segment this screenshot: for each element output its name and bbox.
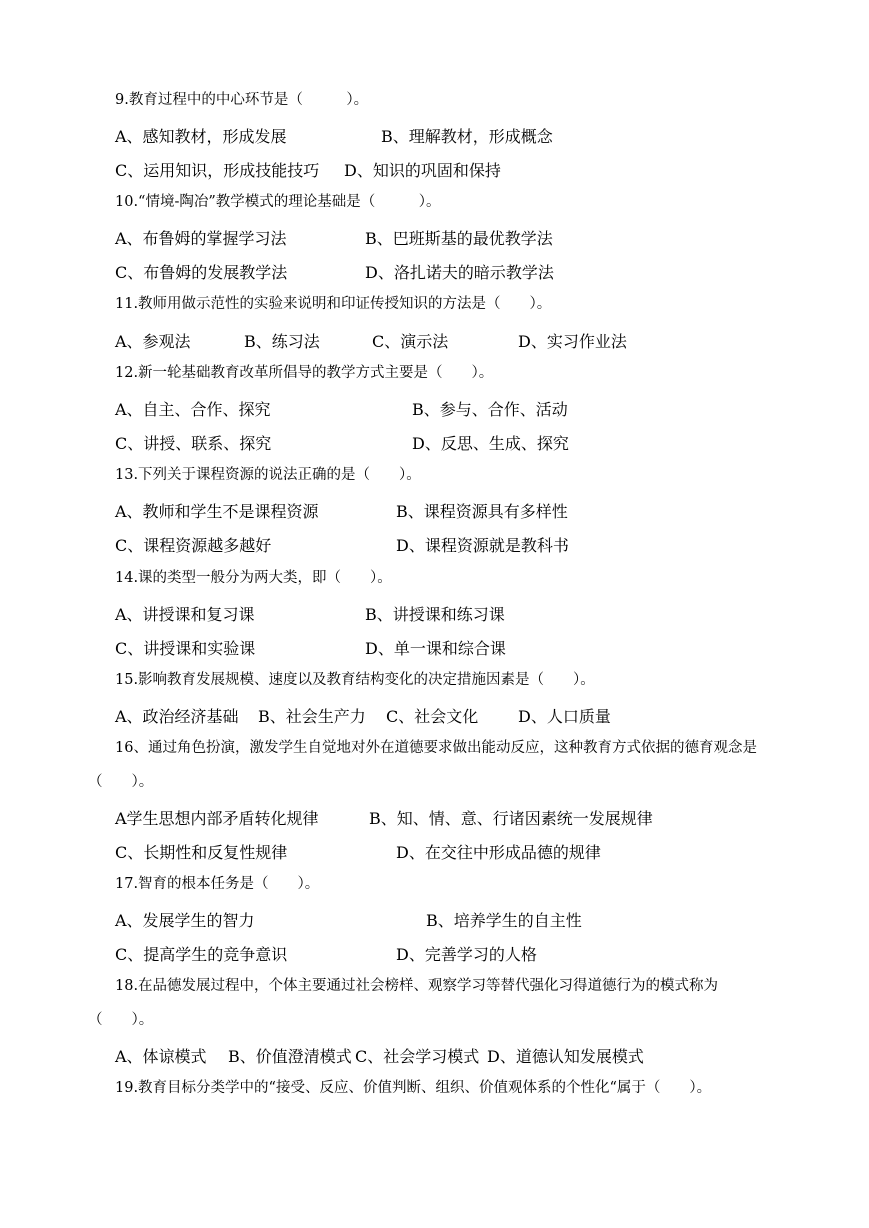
option-c[interactable]: C、提高学生的竞争意识 [115, 945, 288, 964]
option-a[interactable]: A、教师和学生不是课程资源 [115, 502, 319, 521]
option-d[interactable]: D、实习作业法 [518, 332, 627, 351]
option-c[interactable]: C、运用知识，形成技能技巧 [115, 161, 320, 180]
question-stem: 10.“情境-陶冶”教学模式的理论基础是（ ）。 [115, 194, 441, 210]
question-stem: 16、通过角色扮演，激发学生自觉地对外在道德要求做出能动反应，这种教育方式依据的德育观念是 [115, 740, 757, 756]
question-stem: 19.教育目标分类学中的“接受、反应、价值判断、组织、价值观体系的个性化“属于（ ）。 [115, 1080, 712, 1096]
option-b[interactable]: B、理解教材，形成概念 [381, 127, 553, 146]
option-c[interactable]: C、长期性和反复性规律 [115, 843, 288, 862]
option-a[interactable]: A、发展学生的智力 [115, 911, 255, 930]
question-stem: 15.影响教育发展规模、速度以及教育结构变化的决定措施因素是（ ）。 [115, 672, 595, 688]
question-stem: 17.智育的根本任务是（ ）。 [115, 876, 320, 892]
option-c[interactable]: C、布鲁姆的发展教学法 [115, 263, 288, 282]
option-d[interactable]: D、道德认知发展模式 [487, 1047, 644, 1066]
option-a[interactable]: A、感知教材，形成发展 [115, 127, 287, 146]
question-stem: 11.教师用做示范性的实验来说明和印证传授知识的方法是（ ）。 [115, 296, 552, 312]
option-a[interactable]: A、参观法 [115, 332, 191, 351]
question-stem: 13.下列关于课程资源的说法正确的是（ ）。 [115, 467, 421, 483]
option-b[interactable]: B、社会生产力 [258, 707, 366, 726]
option-a[interactable]: A、讲授课和复习课 [115, 605, 255, 624]
option-c[interactable]: C、讲授课和实验课 [115, 639, 256, 658]
question-stem-continuation: （ ）。 [88, 774, 154, 790]
option-b[interactable]: B、巴班斯基的最优教学法 [365, 229, 553, 248]
option-d[interactable]: D、课程资源就是教科书 [396, 536, 569, 555]
option-d[interactable]: D、在交往中形成品德的规律 [396, 843, 601, 862]
question-stem: 9.教育过程中的中心环节是（ ）。 [115, 92, 369, 108]
question-stem: 14.课的类型一般分为两大类，即（ ）。 [115, 570, 392, 586]
option-c[interactable]: C、课程资源越多越好 [115, 536, 272, 555]
option-b[interactable]: B、参与、合作、活动 [412, 400, 568, 419]
option-c[interactable]: C、社会文化 [386, 707, 479, 726]
option-b[interactable]: B、知、情、意、行诸因素统一发展规律 [369, 809, 653, 828]
option-d[interactable]: D、反思、生成、探究 [412, 434, 569, 453]
option-c[interactable]: C、社会学习模式 [355, 1047, 480, 1066]
option-d[interactable]: D、人口质量 [518, 707, 611, 726]
option-d[interactable]: D、洛扎诺夫的暗示教学法 [365, 263, 554, 282]
option-c[interactable]: C、讲授、联系、探究 [115, 434, 272, 453]
option-a[interactable]: A、自主、合作、探究 [115, 400, 271, 419]
option-b[interactable]: B、课程资源具有多样性 [396, 502, 568, 521]
question-stem: 12.新一轮基础教育改革所倡导的教学方式主要是（ ）。 [115, 365, 494, 381]
option-b[interactable]: B、讲授课和练习课 [365, 605, 505, 624]
option-b[interactable]: B、练习法 [244, 332, 320, 351]
option-a[interactable]: A、布鲁姆的掌握学习法 [115, 229, 287, 248]
option-b[interactable]: B、价值澄清模式 [228, 1047, 352, 1066]
option-d[interactable]: D、完善学习的人格 [396, 945, 537, 964]
option-a[interactable]: A、体谅模式 [115, 1047, 207, 1066]
option-d[interactable]: D、知识的巩固和保持 [344, 161, 501, 180]
option-d[interactable]: D、单一课和综合课 [365, 639, 506, 658]
option-c[interactable]: C、演示法 [372, 332, 449, 351]
option-a[interactable]: A学生思想内部矛盾转化规律 [115, 809, 319, 828]
option-a[interactable]: A、政治经济基础 [115, 707, 239, 726]
option-b[interactable]: B、培养学生的自主性 [426, 911, 582, 930]
question-stem-continuation: （ ）。 [88, 1012, 154, 1028]
question-stem: 18.在品德发展过程中，个体主要通过社会榜样、观察学习等替代强化习得道德行为的模式称为 [115, 978, 719, 994]
